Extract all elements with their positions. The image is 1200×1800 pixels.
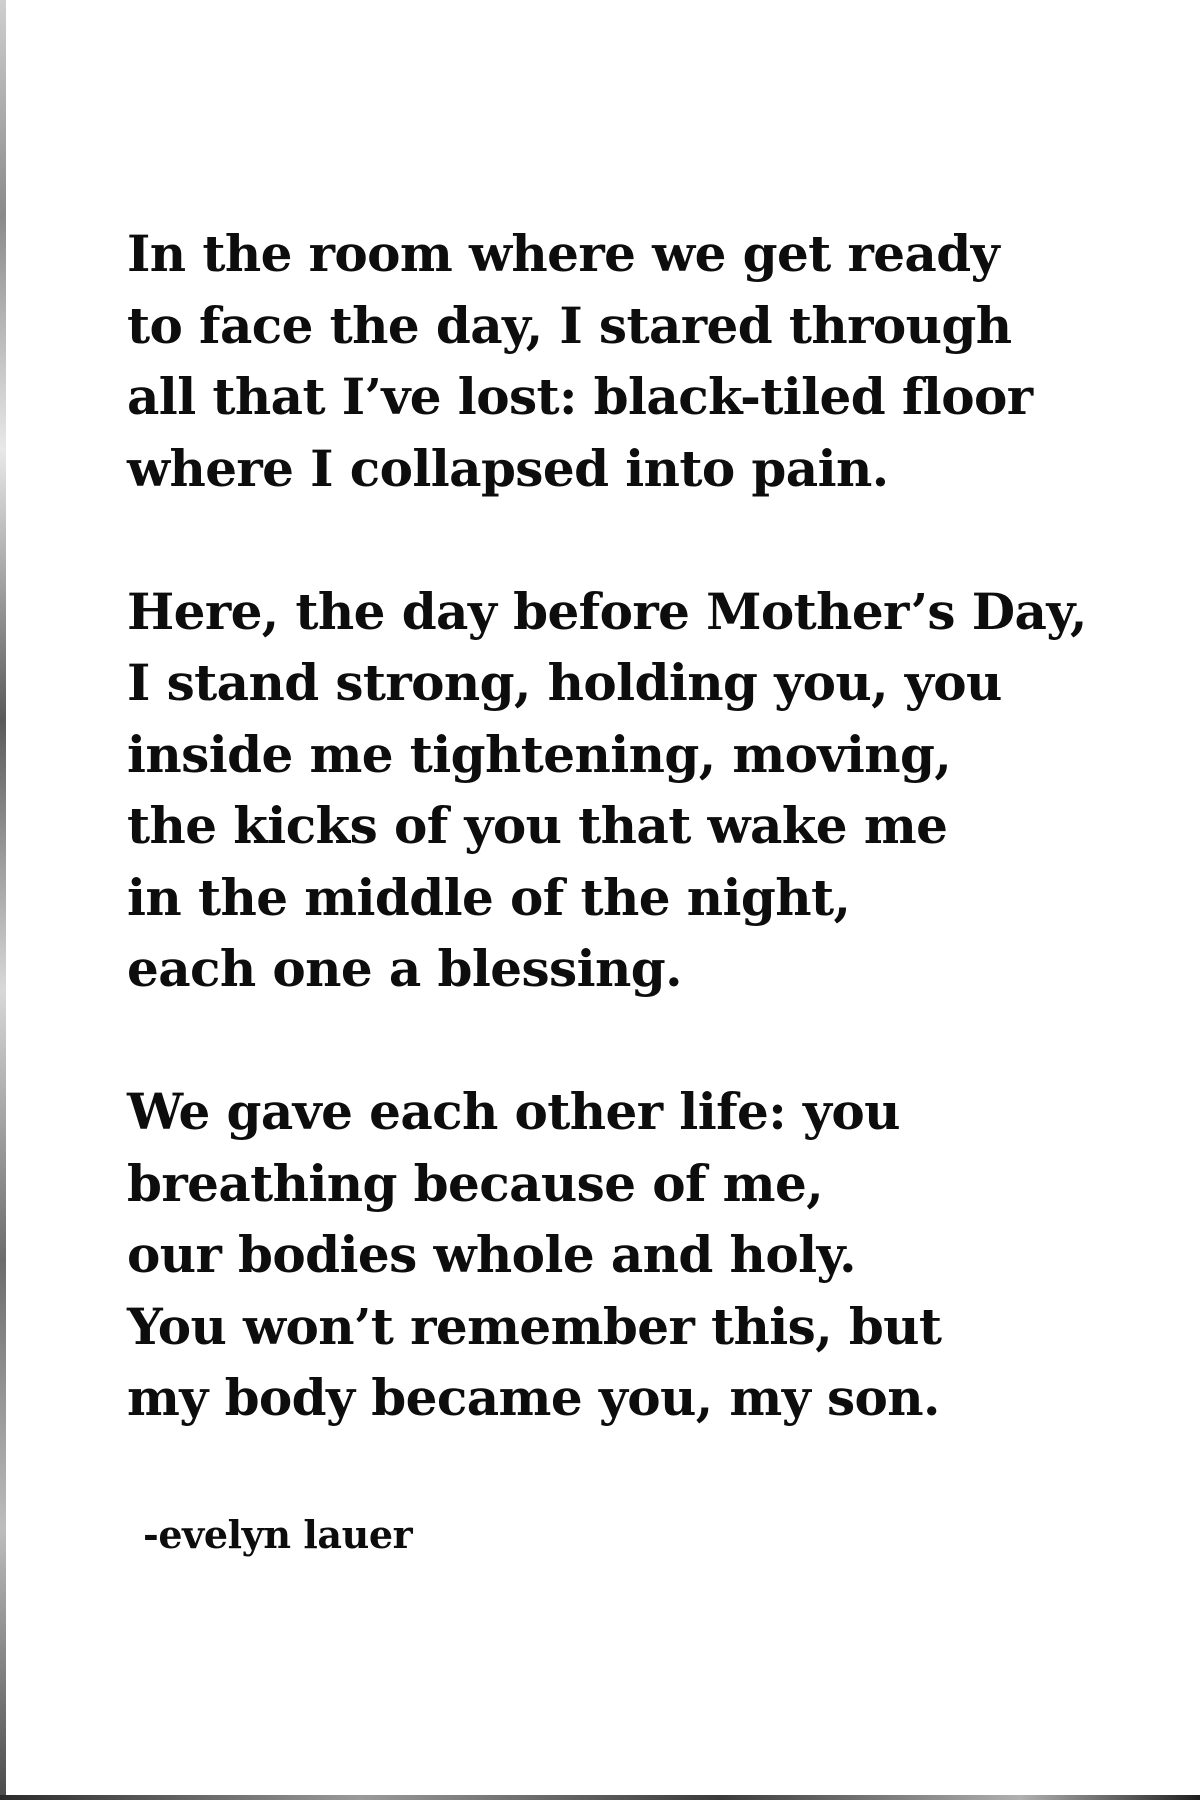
poem-line: breathing because of me,	[127, 1153, 824, 1213]
poem-line: I stand strong, holding you, you	[127, 653, 1002, 712]
poem-line: our bodies whole and holy.	[127, 1225, 856, 1284]
poem-line: my body became you, my son.	[127, 1368, 940, 1427]
poem-line: all that I’ve lost: black-tiled floor	[127, 367, 1033, 426]
poem-line: each one a blessing.	[127, 939, 682, 998]
stanza-2	[127, 576, 1127, 1005]
poem-line: where I collapsed into pain.	[127, 438, 889, 498]
left-edge-shadow	[0, 0, 6, 1800]
poem-line: Here, the day before Mother’s Day,	[127, 581, 1087, 641]
poem-line: We gave each other life: you	[127, 1082, 900, 1141]
poem-body	[127, 218, 1127, 1434]
poem-line: inside me tightening, moving,	[127, 724, 952, 784]
author-signature: -evelyn lauer	[143, 1512, 413, 1557]
poem-line: in the middle of the night,	[127, 867, 851, 927]
poem-line: In the room where we get ready	[127, 224, 1000, 283]
stanza-1	[127, 218, 1127, 504]
poem-line: You won’t remember this, but	[127, 1296, 942, 1356]
bottom-edge-shadow	[0, 1795, 1200, 1800]
poem-line: the kicks of you that wake me	[127, 796, 948, 855]
stanza-3	[127, 1076, 1127, 1434]
poem-line: to face the day, I stared through	[127, 295, 1012, 355]
